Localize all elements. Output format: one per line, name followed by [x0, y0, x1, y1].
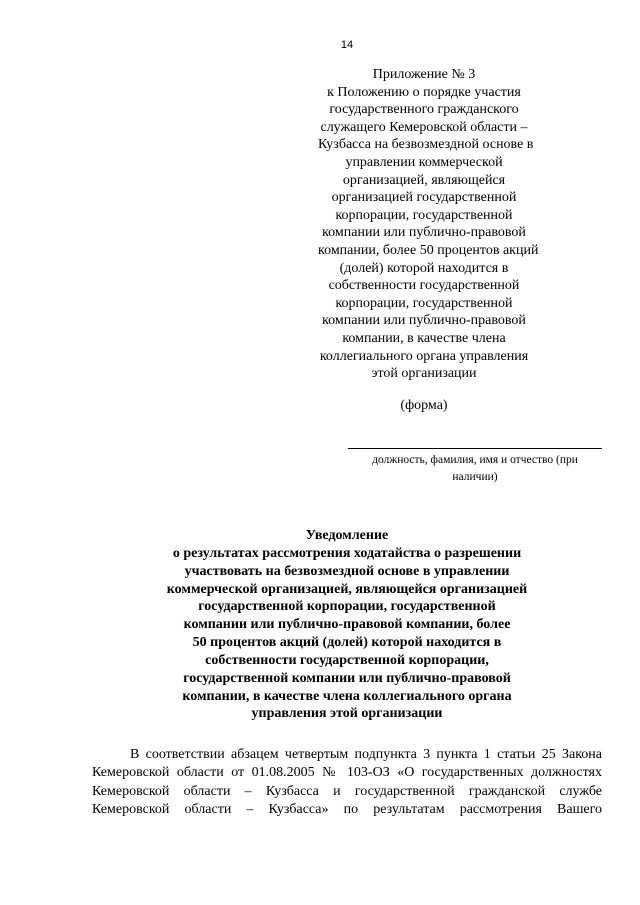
appendix-line: компании, более 50 процентов акций	[318, 242, 539, 258]
notice-title-line: о результатах рассмотрения ходатайства о разрешении	[172, 545, 522, 561]
notice-title-line: 50 процентов акций (долей) которой находится в	[192, 635, 502, 651]
body-line: Кемеровской области – Кузбасса и государственной гражданской службе	[92, 783, 602, 799]
body-paragraph	[92, 746, 602, 820]
page-number: 14	[340, 39, 354, 51]
notice-title-line: собственности государственной корпорации,	[205, 652, 489, 668]
appendix-line: организацией государственной	[331, 190, 517, 206]
notice-title-line: компании, в качестве члена коллегиального органа	[182, 688, 512, 704]
notice-title-line: управления этой организации	[251, 706, 443, 722]
signature-caption	[346, 452, 604, 486]
body-line: В соответствии абзацем четвертым подпункта 3 пункта 1 статьи 25 Закона	[130, 747, 602, 762]
notice-title-line: Уведомление	[305, 528, 389, 543]
appendix-line: корпорации, государственной	[335, 295, 513, 311]
signature-caption-line: наличии)	[452, 471, 498, 483]
notice-title-line: участвовать на безвозмездной основе в управлении	[184, 563, 510, 579]
appendix-line: компании или публично-правовой	[322, 313, 526, 329]
appendix-line: Приложение № 3	[372, 67, 476, 82]
appendix-line: компании, в качестве члена	[342, 330, 506, 346]
notice-title-line: государственной компании или публично-правовой	[183, 670, 511, 686]
notice-title-line: коммерческой организацией, являющейся организацией	[166, 581, 528, 597]
form-label: (форма)	[400, 398, 448, 413]
appendix-heading	[318, 66, 539, 383]
appendix-line: организацией, являющейся	[342, 172, 506, 188]
notice-title-line: государственной корпорации, государственной	[198, 599, 496, 615]
appendix-line: государственного гражданского	[329, 102, 519, 118]
body-line: Кемеровской области от 01.08.2005 № 103-ОЗ «О государственных должностях	[92, 765, 602, 781]
appendix-line: корпорации, государственной	[335, 207, 513, 223]
appendix-line: к Положению о порядке участия	[327, 84, 521, 100]
signature-line	[348, 448, 602, 449]
signature-caption-line: должность, фамилия, имя и отчество (при	[372, 454, 578, 466]
body-line: Кемеровской области – Кузбасса» по результатам рассмотрения Вашего	[92, 802, 602, 818]
appendix-line: (долей) которой находится в	[339, 260, 509, 276]
appendix-line: Кузбасса на безвозмездной основе в	[318, 137, 534, 153]
notice-title-line: компании или публично-правовой компании, более	[183, 617, 511, 633]
appendix-line: управлении коммерческой	[345, 154, 503, 170]
appendix-line: компании или публично-правовой	[322, 225, 526, 241]
appendix-line: этой организации	[371, 366, 477, 382]
appendix-line: служащего Кемеровской области –	[320, 119, 528, 135]
notice-title	[100, 527, 594, 723]
appendix-line: коллегиального органа управления	[319, 348, 529, 364]
appendix-line: собственности государственной	[328, 278, 520, 294]
